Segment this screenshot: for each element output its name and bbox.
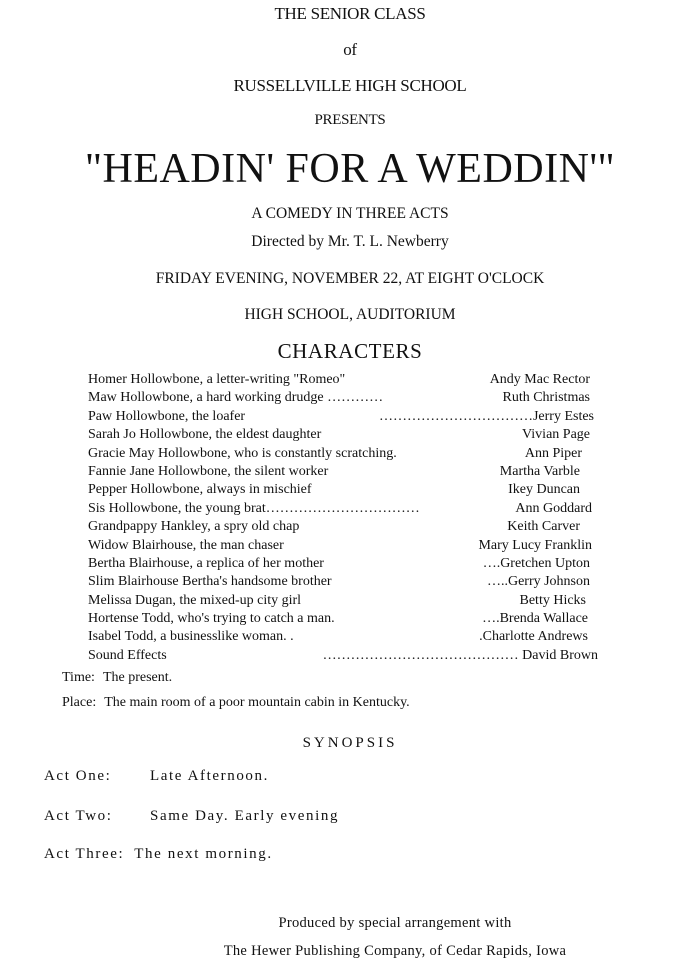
cast-actor: Ann Goddard [515, 500, 592, 516]
cast-list [88, 371, 598, 665]
cast-role: Sound Effects [88, 647, 167, 663]
cast-row [88, 408, 598, 426]
cast-actor: ….Brenda Wallace [482, 611, 588, 627]
cast-row [88, 389, 598, 407]
cast-row [88, 371, 598, 389]
cast-row [88, 573, 598, 591]
cast-actor: Mary Lucy Franklin [478, 537, 592, 553]
synopsis-act-one [44, 768, 269, 785]
performance-venue: HIGH SCHOOL, AUDITORIUM [244, 306, 456, 323]
cast-row [88, 481, 598, 499]
cast-role: Bertha Blairhouse, a replica of her mother [88, 555, 324, 571]
synopsis-act-three [44, 846, 273, 863]
synopsis-act-two [44, 808, 339, 825]
characters-heading: CHARACTERS [277, 339, 423, 363]
director-line: Directed by Mr. T. L. Newberry [251, 233, 449, 250]
cast-actor: Ann Piper [524, 445, 582, 461]
cast-actor: .Charlotte Andrews [479, 629, 588, 645]
cast-role: Pepper Hollowbone, always in mischief [88, 482, 312, 498]
cast-role: Slim Blairhouse Bertha's handsome brother [88, 574, 332, 590]
synopsis-heading: SYNOPSIS [302, 735, 398, 751]
time-label: Time: [62, 670, 95, 685]
cast-row [88, 610, 598, 628]
cast-actor: Keith Carver [507, 519, 580, 535]
production-credit: Produced by special arrangement with [278, 915, 512, 931]
cast-row [88, 647, 598, 665]
cast-role: Melissa Dugan, the mixed-up city girl [88, 592, 302, 608]
cast-actor: Ikey Duncan [508, 482, 580, 498]
presents-line: PRESENTS [314, 112, 386, 128]
cast-row [88, 445, 598, 463]
cast-actor: Vivian Page [522, 427, 590, 443]
act-value: Same Day. Early evening [150, 808, 340, 824]
cast-role: Fannie Jane Hollowbone, the silent worker [88, 463, 329, 479]
cast-row [88, 500, 598, 518]
act-value: The next morning. [134, 846, 273, 862]
cast-actor: Martha Varble [499, 463, 580, 479]
cast-row [88, 426, 598, 444]
cast-row [88, 463, 598, 481]
cast-role: Widow Blairhouse, the man chaser [88, 537, 284, 553]
cast-row [88, 628, 598, 646]
act-label: Act Three: [44, 846, 125, 862]
cast-actor: ……………………………Jerry Estes [378, 408, 594, 424]
act-label: Act One: [44, 768, 112, 784]
presenter-of: of [343, 40, 357, 59]
cast-role: Maw Hollowbone, a hard working drudge ………… [88, 390, 384, 406]
publisher-credit: The Hewer Publishing Company, of Cedar Rapids, Iowa [223, 943, 567, 959]
place-line [62, 695, 410, 711]
cast-role: Sarah Jo Hollowbone, the eldest daughter [88, 427, 322, 443]
performance-date: FRIDAY EVENING, NOVEMBER 22, AT EIGHT O'CLOCK [155, 270, 545, 287]
cast-actor: …………………………………… David Brown [322, 647, 598, 663]
cast-role: Isabel Todd, a businesslike woman. . [88, 629, 294, 645]
cast-role: Gracie May Hollowbone, who is constantly scratching. [88, 445, 397, 461]
cast-actor: …..Gerry Johnson [486, 574, 590, 590]
cast-actor: Betty Hicks [519, 592, 586, 608]
cast-actor: Andy Mac Rector [489, 372, 590, 387]
cast-role: Homer Hollowbone, a letter-writing "Romeo" [88, 372, 346, 387]
cast-row [88, 592, 598, 610]
cast-role: Grandpappy Hankley, a spry old chap [88, 519, 300, 535]
play-genre: A COMEDY IN THREE ACTS [251, 205, 449, 222]
cast-role: Hortense Todd, who's trying to catch a man. [88, 611, 335, 627]
cast-row [88, 555, 598, 573]
time-value: The present. [102, 670, 173, 685]
cast-row [88, 537, 598, 555]
cast-row [88, 518, 598, 536]
place-value: The main room of a poor mountain cabin in Kentucky. [104, 695, 410, 710]
cast-actor: Ruth Christmas [502, 390, 590, 406]
time-line [62, 670, 172, 686]
cast-role: Paw Hollowbone, the loafer [88, 408, 246, 424]
cast-role: Sis Hollowbone, the young brat…………………………… [88, 500, 420, 516]
presenter-line: THE SENIOR CLASS [274, 4, 426, 23]
cast-actor: ….Gretchen Upton [482, 555, 590, 571]
act-value: Late Afternoon. [150, 768, 269, 784]
play-title: "HEADIN' FOR A WEDDIN'" [84, 146, 616, 192]
school-name: RUSSELLVILLE HIGH SCHOOL [233, 76, 467, 95]
place-label: Place: [62, 695, 97, 710]
act-label: Act Two: [44, 808, 113, 824]
